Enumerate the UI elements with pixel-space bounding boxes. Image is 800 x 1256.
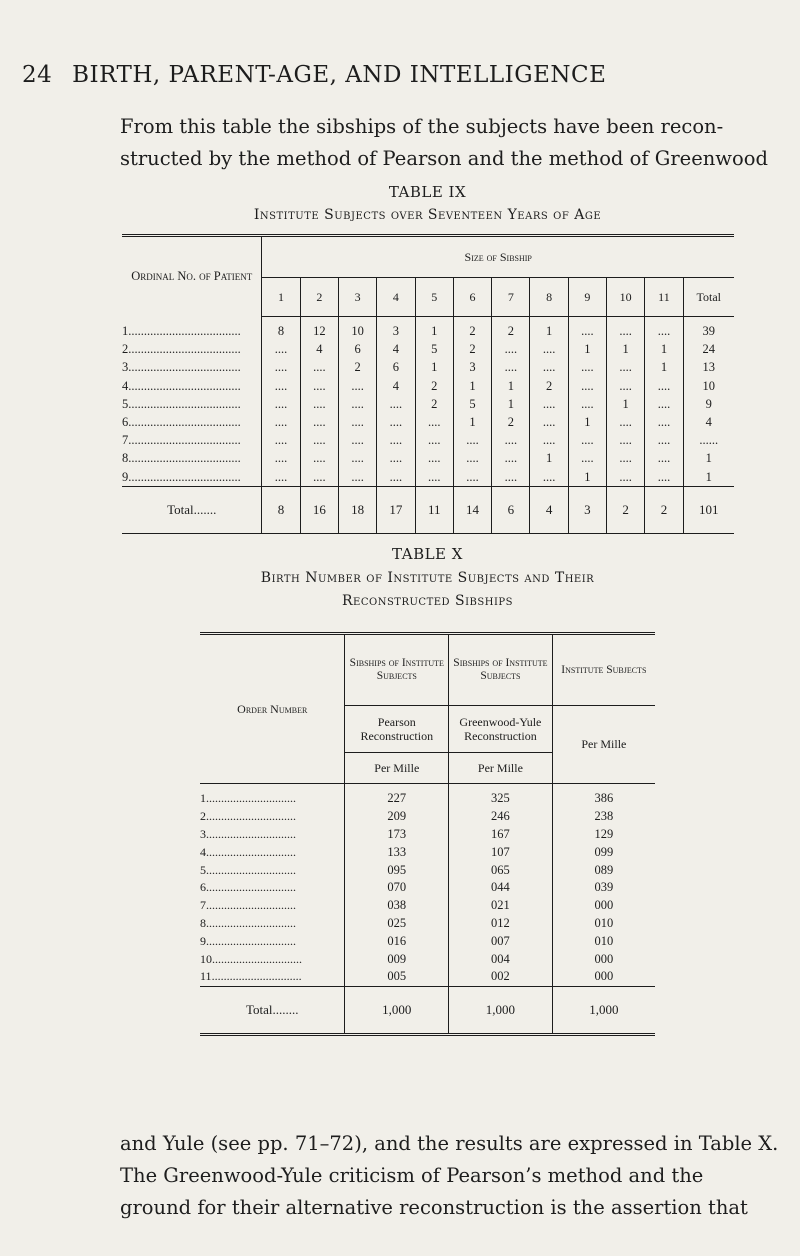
- table-cell: ....: [645, 450, 683, 468]
- table-cell: 044: [449, 879, 553, 897]
- table-cell: ....: [300, 468, 338, 487]
- table-cell: ....: [300, 377, 338, 395]
- table-cell: ....: [492, 432, 530, 450]
- table-cell: ....: [568, 359, 606, 377]
- table-cell: 1: [683, 450, 734, 468]
- table-cell: 1: [607, 341, 645, 359]
- table9-subtitle: Institute Subjects over Seventeen Years of Age: [253, 207, 602, 223]
- table-row: [200, 932, 655, 950]
- table-row: [122, 359, 734, 377]
- table-cell: 1: [492, 377, 530, 395]
- table10-caption: TABLE X: [392, 545, 463, 563]
- row-label: 7..............................: [200, 898, 296, 913]
- table-cell: 1: [415, 359, 453, 377]
- table-cell: 129: [552, 826, 655, 844]
- row-label: 2..............................: [200, 809, 296, 824]
- row-label: 10..............................: [200, 951, 302, 966]
- table-cell: ....: [377, 432, 415, 450]
- table-cell: ....: [645, 432, 683, 450]
- row-label: 2....................................: [122, 342, 241, 357]
- table-cell: ....: [415, 413, 453, 431]
- table-row: [122, 450, 734, 468]
- table-cell: ....: [300, 413, 338, 431]
- table-cell: ....: [415, 432, 453, 450]
- table-cell: ....: [530, 413, 568, 431]
- table-cell: ....: [377, 413, 415, 431]
- table-cell: ....: [568, 395, 606, 413]
- table-cell: 167: [449, 826, 553, 844]
- table-cell: ......: [683, 432, 734, 450]
- table-cell: ....: [530, 395, 568, 413]
- table9: [122, 234, 734, 534]
- table-cell: ....: [338, 395, 376, 413]
- table-cell: 39: [683, 317, 734, 341]
- total-cell: 1,000: [449, 986, 553, 1034]
- table-cell: 2: [415, 377, 453, 395]
- total-cell: 1,000: [552, 986, 655, 1034]
- table-cell: 10: [683, 377, 734, 395]
- table9-col-header: 5: [415, 278, 453, 317]
- table-cell: 025: [345, 915, 449, 933]
- table-cell: ....: [568, 450, 606, 468]
- table-cell: ....: [607, 317, 645, 341]
- table-cell: 012: [449, 915, 553, 933]
- table-cell: 1: [645, 341, 683, 359]
- table-row: [200, 879, 655, 897]
- table10-col3-unit: Per Mille: [552, 706, 655, 784]
- table-cell: 016: [345, 932, 449, 950]
- closing-line-3: ground for their alternative reconstruction is the assertion that: [120, 1196, 748, 1219]
- table-row: [200, 861, 655, 879]
- table-cell: 1: [568, 413, 606, 431]
- table-cell: 4: [683, 413, 734, 431]
- table-cell: ....: [262, 413, 300, 431]
- total-cell: 16: [300, 487, 338, 534]
- row-label: 5....................................: [122, 396, 241, 411]
- table-cell: ....: [453, 450, 491, 468]
- table-cell: ....: [300, 450, 338, 468]
- table-cell: 2: [453, 341, 491, 359]
- table9-col-header: 1: [262, 278, 300, 317]
- table-cell: 2: [453, 317, 491, 341]
- table-cell: 1: [568, 468, 606, 487]
- table-cell: 386: [552, 784, 655, 808]
- table-cell: 021: [449, 897, 553, 915]
- table-cell: 238: [552, 808, 655, 826]
- table-cell: 4: [377, 377, 415, 395]
- table-cell: ....: [607, 468, 645, 487]
- table10: [200, 632, 655, 1036]
- total-cell: 101: [683, 487, 734, 534]
- table-cell: ....: [338, 377, 376, 395]
- total-cell: 18: [338, 487, 376, 534]
- table-cell: 2: [530, 377, 568, 395]
- table-cell: ....: [530, 468, 568, 487]
- running-title: BIRTH, PARENT-AGE, AND INTELLIGENCE: [72, 62, 607, 88]
- table-row: [122, 395, 734, 413]
- table-cell: ....: [568, 317, 606, 341]
- table-cell: 1: [568, 341, 606, 359]
- row-label: 9..............................: [200, 933, 296, 948]
- table-cell: 9: [683, 395, 734, 413]
- table-cell: ....: [645, 377, 683, 395]
- closing-line-1: and Yule (see pp. 71–72), and the results are expressed in Table X.: [120, 1132, 779, 1155]
- table-cell: ....: [338, 468, 376, 487]
- table-row: [200, 950, 655, 968]
- table9-col-header: 4: [377, 278, 415, 317]
- table-cell: 227: [345, 784, 449, 808]
- table-cell: ....: [568, 432, 606, 450]
- table-row: [200, 915, 655, 933]
- table-cell: 2: [492, 413, 530, 431]
- table-cell: ....: [300, 432, 338, 450]
- table-row: [200, 843, 655, 861]
- total-label: Total.......: [122, 487, 262, 534]
- table-cell: 004: [449, 950, 553, 968]
- table-cell: 4: [377, 341, 415, 359]
- table-cell: 010: [552, 915, 655, 933]
- table-row: [122, 413, 734, 431]
- table-cell: 000: [552, 950, 655, 968]
- table-cell: ....: [607, 377, 645, 395]
- table-cell: ....: [338, 450, 376, 468]
- table-row: [200, 808, 655, 826]
- table-cell: ....: [262, 341, 300, 359]
- table-cell: 6: [377, 359, 415, 377]
- table-cell: 039: [552, 879, 655, 897]
- table-cell: 2: [492, 317, 530, 341]
- table-cell: ....: [645, 468, 683, 487]
- table-cell: ....: [377, 395, 415, 413]
- total-cell: 3: [568, 487, 606, 534]
- table-cell: ....: [453, 468, 491, 487]
- total-cell: 1,000: [345, 986, 449, 1034]
- row-label: 4..............................: [200, 844, 296, 859]
- table-cell: 1: [492, 395, 530, 413]
- row-label: 3....................................: [122, 360, 241, 375]
- total-cell: 11: [415, 487, 453, 534]
- table-cell: 246: [449, 808, 553, 826]
- table-cell: ....: [530, 359, 568, 377]
- table10-col1-header: Sibships of Institute Subjects: [345, 634, 449, 706]
- table-cell: ....: [262, 468, 300, 487]
- total-cell: 2: [645, 487, 683, 534]
- table-cell: 133: [345, 843, 449, 861]
- table-cell: ....: [607, 432, 645, 450]
- total-row: [200, 986, 655, 1034]
- table10-col3-header: Institute Subjects: [552, 634, 655, 706]
- table-cell: 5: [415, 341, 453, 359]
- table-cell: ....: [338, 413, 376, 431]
- intro-line-1: From this table the sibships of the subjects have been recon-: [120, 115, 724, 138]
- table-cell: ....: [262, 377, 300, 395]
- table-row: [200, 897, 655, 915]
- table-cell: 8: [262, 317, 300, 341]
- page-number: 24: [22, 62, 53, 88]
- table-cell: 107: [449, 843, 553, 861]
- table-cell: 1: [415, 317, 453, 341]
- table-cell: 4: [300, 341, 338, 359]
- table-cell: 010: [552, 932, 655, 950]
- table-cell: 095: [345, 861, 449, 879]
- table9-col-header: 9: [568, 278, 606, 317]
- row-label: 6..............................: [200, 880, 296, 895]
- table-cell: ....: [530, 432, 568, 450]
- table-cell: 065: [449, 861, 553, 879]
- table-cell: ....: [607, 413, 645, 431]
- table9-col-header: 10: [607, 278, 645, 317]
- table9-col-header: 7: [492, 278, 530, 317]
- row-label: 6....................................: [122, 415, 241, 430]
- table-cell: 007: [449, 932, 553, 950]
- row-label: 11..............................: [200, 969, 302, 984]
- table9-col-header: 2: [300, 278, 338, 317]
- table-cell: ....: [492, 450, 530, 468]
- table-cell: ....: [262, 450, 300, 468]
- table-cell: ....: [607, 450, 645, 468]
- table-cell: 173: [345, 826, 449, 844]
- total-cell: 17: [377, 487, 415, 534]
- table9-col-header: 6: [453, 278, 491, 317]
- table-cell: ....: [607, 359, 645, 377]
- table-cell: 1: [683, 468, 734, 487]
- row-label: 8..............................: [200, 915, 296, 930]
- table-cell: 13: [683, 359, 734, 377]
- table-cell: 1: [453, 377, 491, 395]
- total-cell: 4: [530, 487, 568, 534]
- table10-col1-method: Pearson Reconstruction: [345, 706, 449, 753]
- table-cell: 1: [453, 413, 491, 431]
- table-cell: 24: [683, 341, 734, 359]
- table10-col2-unit: Per Mille: [449, 753, 553, 784]
- row-label: 5..............................: [200, 862, 296, 877]
- table-cell: 009: [345, 950, 449, 968]
- table-cell: 209: [345, 808, 449, 826]
- table-cell: 2: [415, 395, 453, 413]
- table9-col-header: 8: [530, 278, 568, 317]
- table10-col1-unit: Per Mille: [345, 753, 449, 784]
- row-label: 1..............................: [200, 784, 345, 808]
- total-cell: 14: [453, 487, 491, 534]
- table-cell: 1: [530, 450, 568, 468]
- table-cell: 005: [345, 968, 449, 986]
- table10-subtitle-2: Reconstructed Sibships: [342, 593, 513, 609]
- table9-caption: TABLE IX: [388, 183, 467, 201]
- row-label: 7....................................: [122, 433, 241, 448]
- table-cell: 6: [338, 341, 376, 359]
- intro-line-2: structed by the method of Pearson and the method of Greenwood: [120, 147, 768, 170]
- table-cell: 000: [552, 897, 655, 915]
- total-label: Total........: [200, 986, 345, 1034]
- table-row: [122, 468, 734, 487]
- table-cell: ....: [262, 395, 300, 413]
- table-cell: ....: [453, 432, 491, 450]
- table9-col-header: 11: [645, 278, 683, 317]
- table-row: [122, 377, 734, 395]
- table-cell: 5: [453, 395, 491, 413]
- table-cell: 002: [449, 968, 553, 986]
- table-cell: 1: [607, 395, 645, 413]
- table-cell: ....: [262, 359, 300, 377]
- table-cell: ....: [530, 341, 568, 359]
- table-cell: ....: [415, 450, 453, 468]
- total-cell: 2: [607, 487, 645, 534]
- table9-col-header: Total: [683, 278, 734, 317]
- table-cell: 3: [377, 317, 415, 341]
- table-cell: ....: [645, 317, 683, 341]
- table-cell: ....: [645, 413, 683, 431]
- table-cell: 099: [552, 843, 655, 861]
- table9-ordinal-header: Ordinal No. of Patient: [131, 269, 253, 284]
- table-cell: ....: [645, 395, 683, 413]
- table-cell: 1: [645, 359, 683, 377]
- running-header: [22, 62, 606, 88]
- table-row: [122, 341, 734, 359]
- table10-col2-header: Sibships of Institute Subjects: [449, 634, 553, 706]
- table-cell: ....: [415, 468, 453, 487]
- table-row: [122, 432, 734, 450]
- total-cell: 6: [492, 487, 530, 534]
- closing-line-2: The Greenwood-Yule criticism of Pearson’s method and the: [120, 1164, 704, 1187]
- table-cell: 070: [345, 879, 449, 897]
- table-cell: 12: [300, 317, 338, 341]
- table-cell: ....: [492, 341, 530, 359]
- table-cell: 3: [453, 359, 491, 377]
- table-row: [200, 968, 655, 986]
- table-row: [200, 784, 655, 808]
- table9-col-header: 3: [338, 278, 376, 317]
- table10-order-header: Order Number: [237, 701, 308, 716]
- table-cell: ....: [300, 395, 338, 413]
- table-cell: 089: [552, 861, 655, 879]
- row-label: 9....................................: [122, 469, 241, 484]
- table-cell: ....: [492, 359, 530, 377]
- table-cell: 038: [345, 897, 449, 915]
- table-cell: 1: [530, 317, 568, 341]
- row-label: 1....................................: [122, 324, 241, 339]
- table-cell: ....: [262, 432, 300, 450]
- row-label: 4....................................: [122, 378, 241, 393]
- table9-size-header: Size of Sibship: [262, 236, 734, 278]
- table-row: [200, 826, 655, 844]
- table-cell: ....: [568, 377, 606, 395]
- table-cell: 325: [449, 784, 553, 808]
- table-cell: 10: [338, 317, 376, 341]
- total-cell: 8: [262, 487, 300, 534]
- table-cell: ....: [377, 450, 415, 468]
- table-cell: ....: [338, 432, 376, 450]
- table10-subtitle-1: Birth Number of Institute Subjects and Their: [260, 570, 595, 586]
- total-row: [122, 487, 734, 534]
- table-row: [122, 317, 734, 341]
- table-cell: 2: [338, 359, 376, 377]
- table-cell: ....: [300, 359, 338, 377]
- table10-col2-method: Greenwood-Yule Reconstruction: [449, 706, 553, 753]
- row-label: 8....................................: [122, 451, 241, 466]
- table-cell: ....: [492, 468, 530, 487]
- table-cell: ....: [377, 468, 415, 487]
- row-label: 3..............................: [200, 826, 296, 841]
- table-cell: 000: [552, 968, 655, 986]
